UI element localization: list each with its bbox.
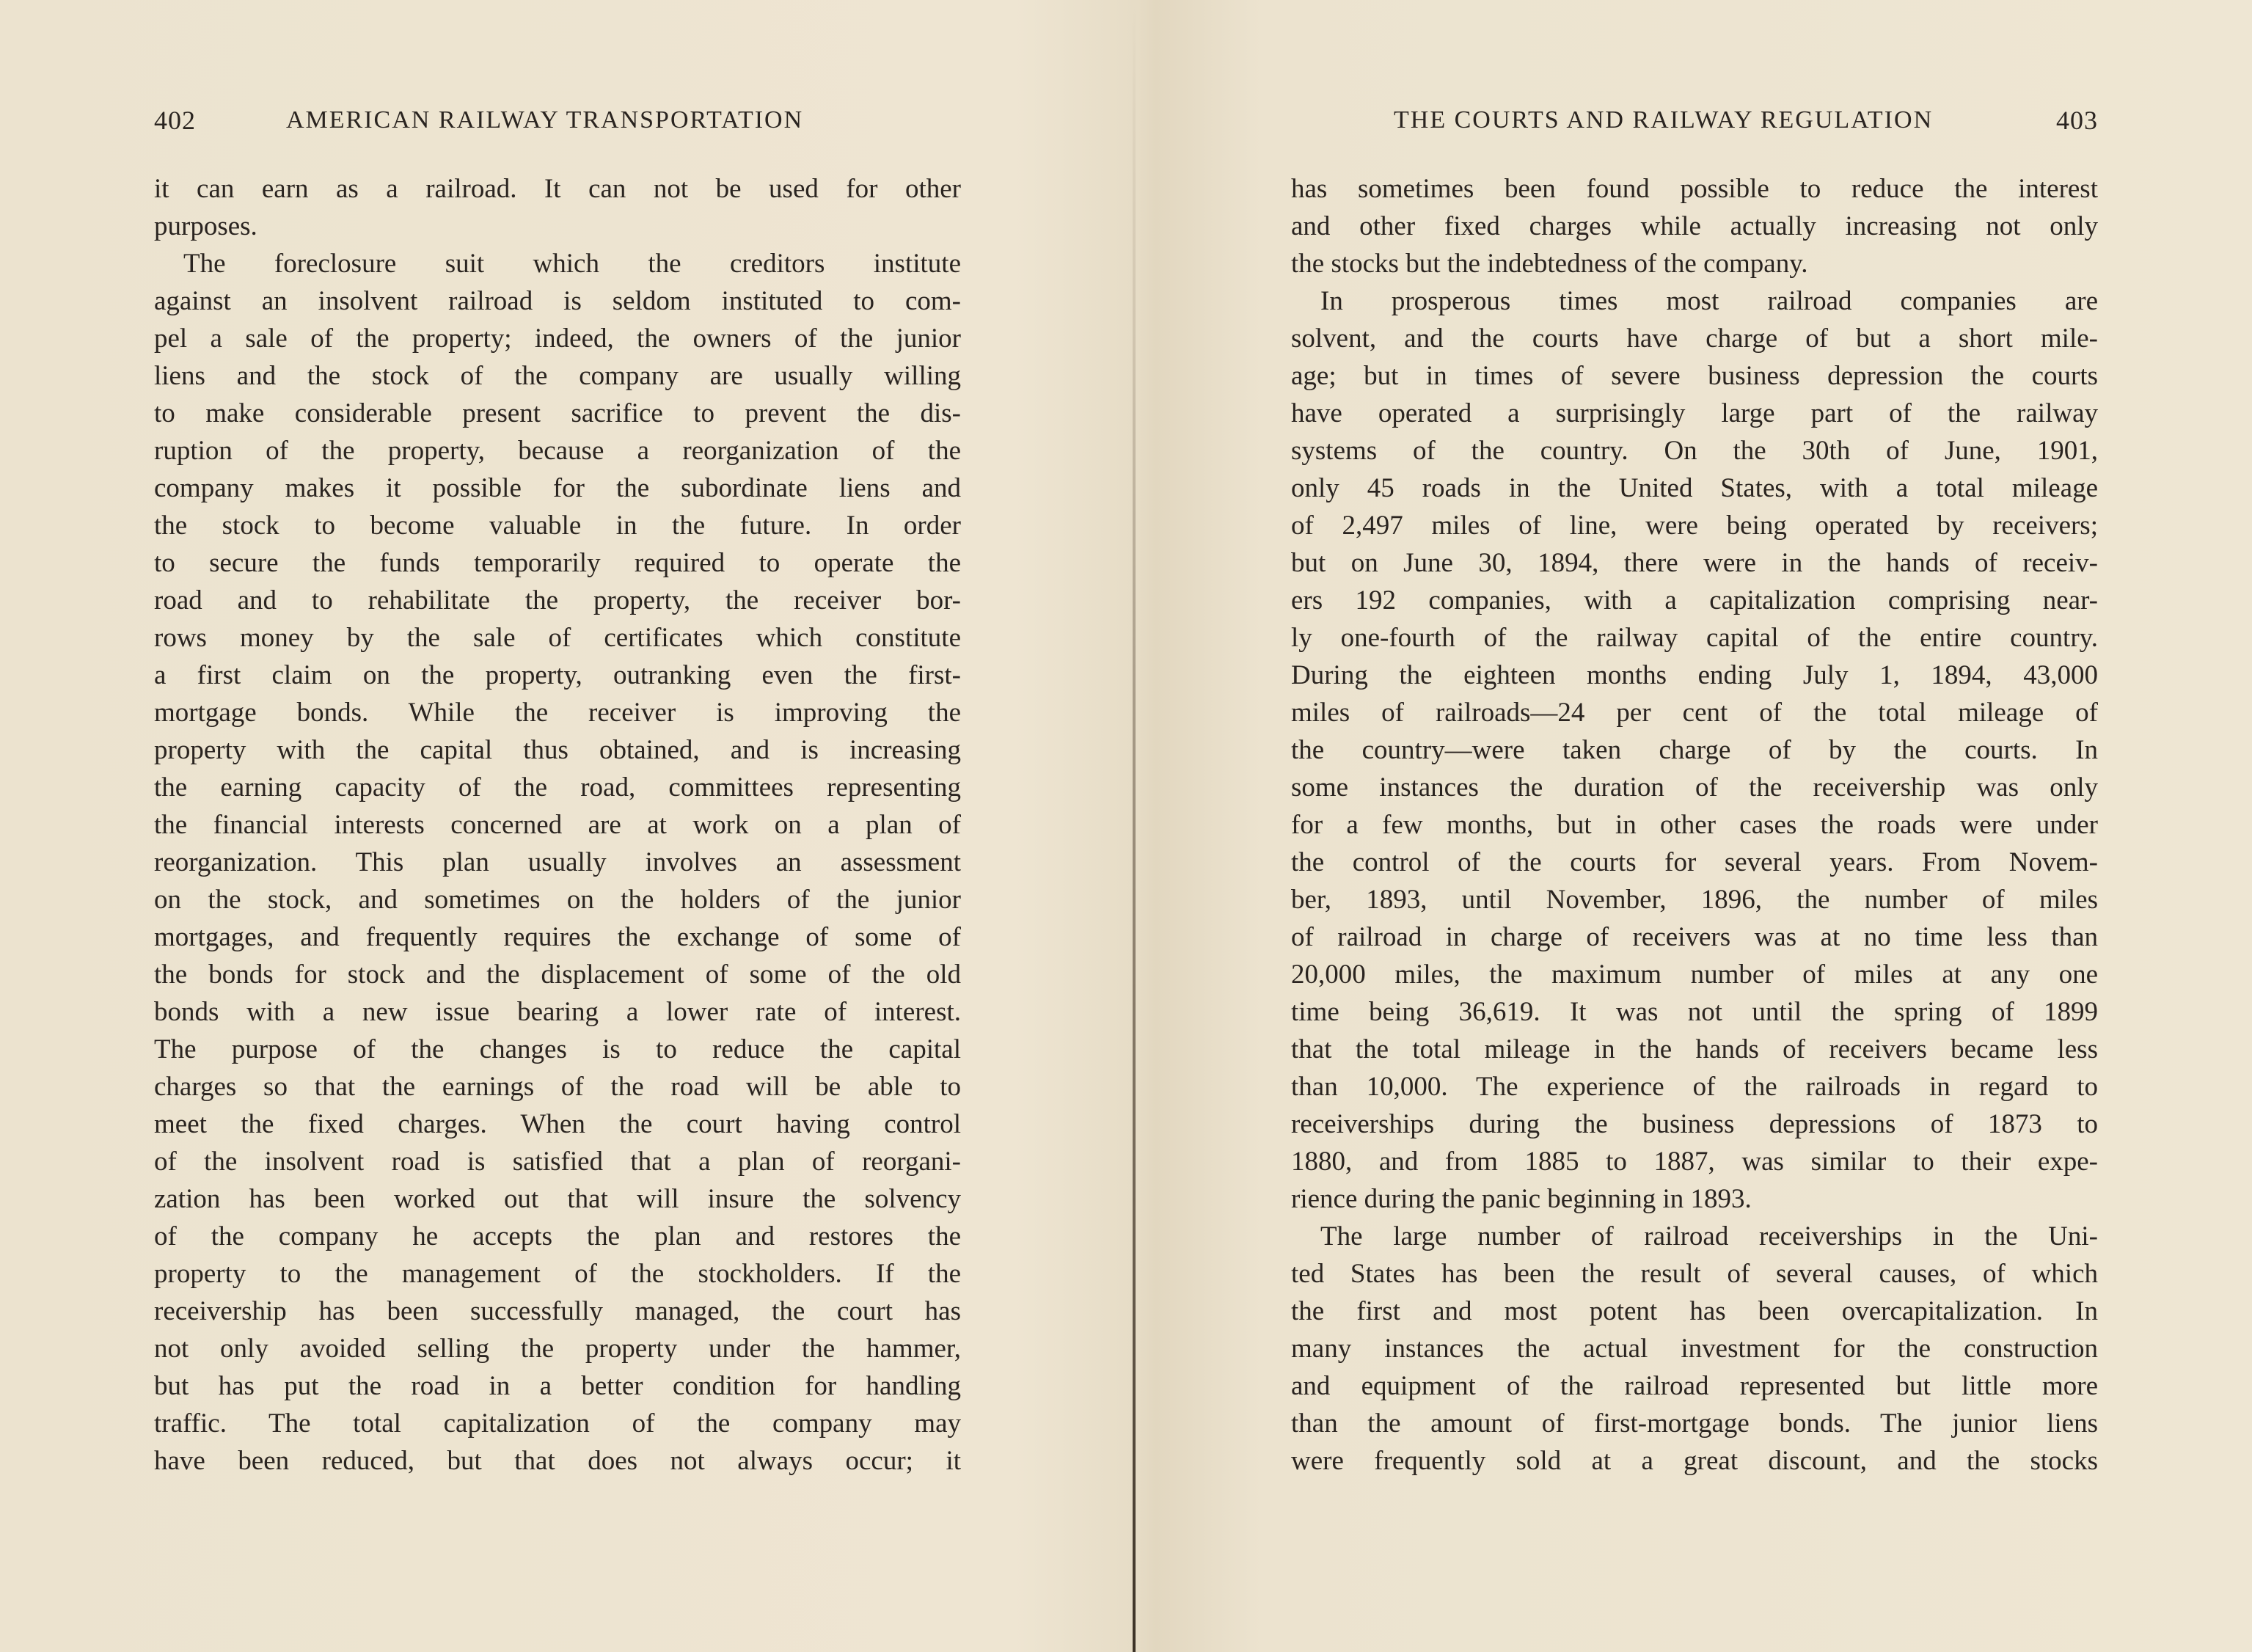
text-line: purposes. xyxy=(154,211,257,241)
text-line: traffic. The total capitalization of the company may xyxy=(154,1408,961,1439)
text-line: have been reduced, but that does not always occur; it xyxy=(154,1446,961,1476)
text-line: against an insolvent railroad is seldom instituted to com- xyxy=(154,286,961,316)
text-line: rience during the panic beginning in 1893. xyxy=(1291,1184,1752,1214)
text-line: only 45 roads in the United States, with a total mileage xyxy=(1291,473,2098,503)
left-body-text xyxy=(154,170,961,1480)
text-line: mortgages, and frequently requires the exchange of some of xyxy=(154,922,961,952)
text-line: ber, 1893, until November, 1896, the number of miles xyxy=(1291,885,2098,915)
text-line: pel a sale of the property; indeed, the owners of the junior xyxy=(154,324,961,354)
text-line: have operated a surprisingly large part of the railway xyxy=(1291,398,2098,428)
text-line: ruption of the property, because a reorganization of the xyxy=(154,436,961,466)
text-line: charges so that the earnings of the road will be able to xyxy=(154,1072,961,1102)
right-running-head xyxy=(1291,105,2098,142)
text-line: the earning capacity of the road, committees representing xyxy=(154,772,961,803)
text-line: than the amount of first-mortgage bonds. The junior liens xyxy=(1291,1408,2098,1439)
text-line: receiverships during the business depressions of 1873 to xyxy=(1291,1109,2098,1139)
left-page-number: 402 xyxy=(154,106,196,135)
text-line: of railroad in charge of receivers was at no time less than xyxy=(1291,922,2098,952)
text-line: The large number of railroad receiverships in the Uni- xyxy=(1320,1221,2098,1251)
text-line: the stocks but the indebtedness of the company. xyxy=(1291,249,1808,279)
text-line: to make considerable present sacrifice to prevent the dis- xyxy=(154,398,961,428)
left-running-head xyxy=(154,105,961,142)
text-line: mortgage bonds. While the receiver is improving the xyxy=(154,698,961,728)
text-line: and equipment of the railroad represented but little more xyxy=(1291,1371,2098,1401)
book-gutter xyxy=(1133,0,1136,1652)
text-line: were frequently sold at a great discount, and the stocks xyxy=(1291,1446,2098,1476)
text-line: ly one-fourth of the railway capital of the entire country. xyxy=(1291,623,2098,653)
text-line: zation has been worked out that will insure the solvency xyxy=(154,1184,961,1214)
text-line: the bonds for stock and the displacement of some of the old xyxy=(154,960,961,990)
text-line: the country—were taken charge of by the courts. In xyxy=(1291,735,2098,765)
right-page-number: 403 xyxy=(2056,106,2098,135)
text-line: a first claim on the property, outranking even the first- xyxy=(154,660,961,690)
text-line: the control of the courts for several years. From Novem- xyxy=(1291,847,2098,877)
text-line: 20,000 miles, the maximum number of miles at any one xyxy=(1291,960,2098,990)
text-line: time being 36,619. It was not until the spring of 1899 xyxy=(1291,997,2098,1027)
right-page xyxy=(1291,0,2098,1652)
text-line: to secure the funds temporarily required to operate the xyxy=(154,548,961,578)
text-line: but has put the road in a better condition for handling xyxy=(154,1371,961,1401)
text-line: reorganization. This plan usually involves an assessment xyxy=(154,847,961,877)
text-line: meet the fixed charges. When the court having control xyxy=(154,1109,961,1139)
right-body-text xyxy=(1291,170,2098,1480)
text-line: of the insolvent road is satisfied that a plan of reorgani- xyxy=(154,1147,961,1177)
left-running-title: AMERICAN RAILWAY TRANSPORTATION xyxy=(286,106,804,134)
text-line: that the total mileage in the hands of receivers became less xyxy=(1291,1034,2098,1064)
text-line: property to the management of the stockholders. If the xyxy=(154,1259,961,1289)
text-line: systems of the country. On the 30th of June, 1901, xyxy=(1291,436,2098,466)
text-line: and other fixed charges while actually increasing not only xyxy=(1291,211,2098,241)
text-line: the stock to become valuable in the future. In order xyxy=(154,511,961,541)
text-line: road and to rehabilitate the property, the receiver bor- xyxy=(154,585,961,615)
text-line: During the eighteen months ending July 1, 1894, 43,000 xyxy=(1291,660,2098,690)
text-line: receivership has been successfully managed, the court has xyxy=(154,1296,961,1326)
text-line: on the stock, and sometimes on the holders of the junior xyxy=(154,885,961,915)
text-line: but on June 30, 1894, there were in the hands of receiv- xyxy=(1291,548,2098,578)
text-line: ers 192 companies, with a capitalization comprising near- xyxy=(1291,585,2098,615)
text-line: for a few months, but in other cases the roads were under xyxy=(1291,810,2098,840)
text-line: rows money by the sale of certificates which constitute xyxy=(154,623,961,653)
text-line: the first and most potent has been overcapitalization. In xyxy=(1291,1296,2098,1326)
left-page xyxy=(154,0,961,1652)
text-line: than 10,000. The experience of the railroads in regard to xyxy=(1291,1072,2098,1102)
text-line: the financial interests concerned are at work on a plan of xyxy=(154,810,961,840)
text-line: of 2,497 miles of line, were being operated by receivers; xyxy=(1291,511,2098,541)
text-line: property with the capital thus obtained, and is increasing xyxy=(154,735,961,765)
text-line: many instances the actual investment for the construction xyxy=(1291,1334,2098,1364)
text-line: miles of railroads—24 per cent of the total mileage of xyxy=(1291,698,2098,728)
text-line: has sometimes been found possible to reduce the interest xyxy=(1291,174,2098,204)
text-line: company makes it possible for the subordinate liens and xyxy=(154,473,961,503)
text-line: solvent, and the courts have charge of but a short mile- xyxy=(1291,324,2098,354)
text-line: of the company he accepts the plan and restores the xyxy=(154,1221,961,1251)
text-line: liens and the stock of the company are usually willing xyxy=(154,361,961,391)
text-line: not only avoided selling the property under the hammer, xyxy=(154,1334,961,1364)
text-line: it can earn as a railroad. It can not be used for other xyxy=(154,174,961,204)
text-line: ted States has been the result of several causes, of which xyxy=(1291,1259,2098,1289)
text-line: The foreclosure suit which the creditors institute xyxy=(183,249,961,279)
text-line: some instances the duration of the receivership was only xyxy=(1291,772,2098,803)
right-running-title: THE COURTS AND RAILWAY REGULATION xyxy=(1394,106,1934,134)
text-line: The purpose of the changes is to reduce the capital xyxy=(154,1034,961,1064)
text-line: In prosperous times most railroad companies are xyxy=(1320,286,2098,316)
text-line: age; but in times of severe business depression the courts xyxy=(1291,361,2098,391)
text-line: 1880, and from 1885 to 1887, was similar to their expe- xyxy=(1291,1147,2098,1177)
text-line: bonds with a new issue bearing a lower rate of interest. xyxy=(154,997,961,1027)
